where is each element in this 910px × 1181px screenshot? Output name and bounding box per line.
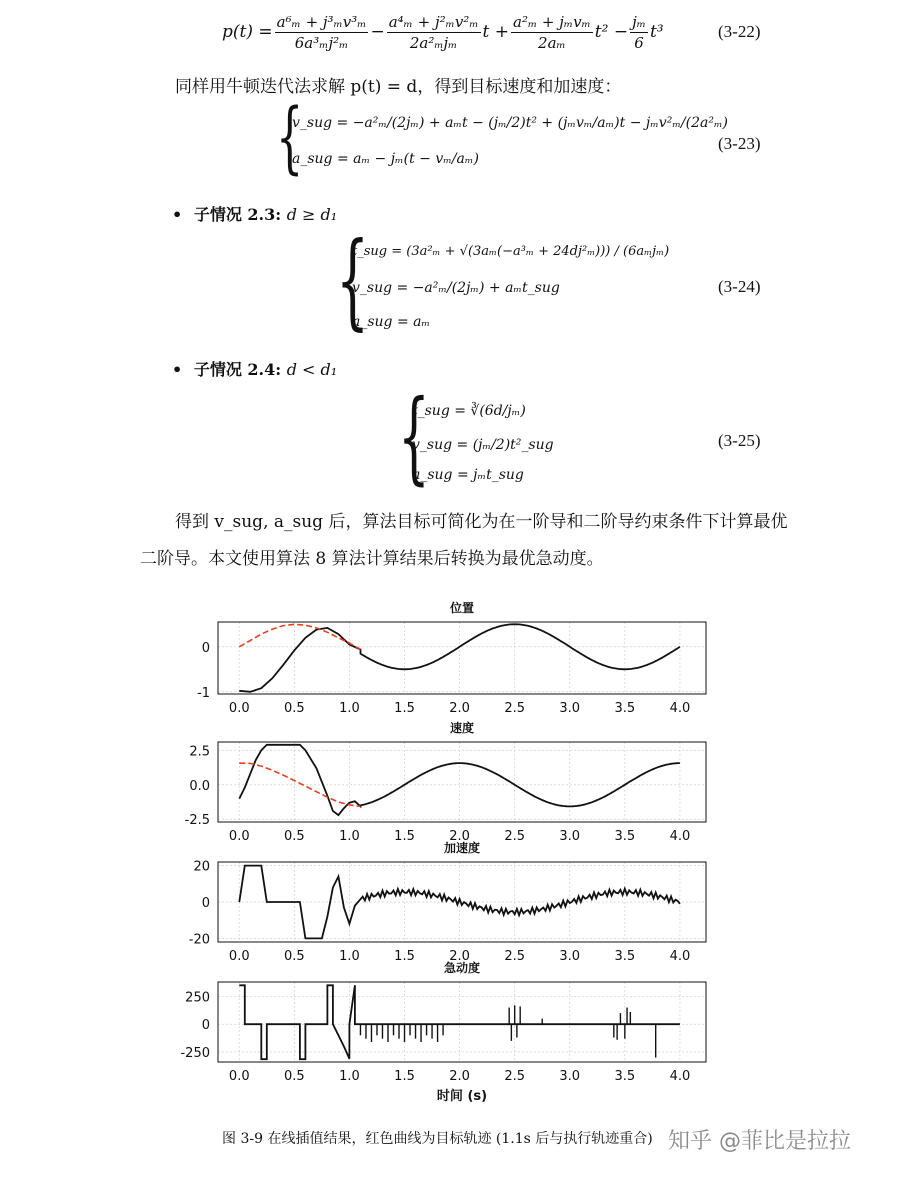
- x-tick-label: 2.0: [449, 829, 470, 844]
- x-tick-label: 1.0: [339, 701, 360, 716]
- bullet-icon: •: [172, 360, 183, 379]
- x-tick-label: 0.0: [228, 1069, 250, 1084]
- plot-frame: [218, 622, 706, 694]
- y-tick-label: 0: [201, 896, 210, 911]
- chart-title: 急动度: [443, 961, 481, 975]
- x-tick-label: 0.5: [284, 1069, 305, 1084]
- x-tick-label: 1.5: [394, 949, 415, 964]
- x-tick-label: 1.5: [394, 1069, 415, 1084]
- y-tick-label: 0.0: [189, 778, 210, 794]
- x-tick-label: 2.0: [449, 949, 470, 964]
- x-tick-label: 1.0: [339, 1069, 360, 1084]
- y-tick-label: 0: [201, 1018, 210, 1034]
- equation-3-25: [398, 378, 698, 495]
- case-bullet: • 子情况 2.4: d < d₁: [172, 360, 338, 379]
- system-line: a_sug = aₘ − jₘ(t − vₘ/aₘ): [292, 151, 479, 167]
- bullet-icon: •: [172, 205, 183, 224]
- x-tick-label: 2.0: [449, 1069, 470, 1084]
- left-brace: {: [398, 378, 430, 495]
- x-tick-label: 2.0: [449, 701, 470, 716]
- eq-operator: −: [370, 22, 385, 42]
- equation-3-22: p(t) = $\frac{\text{a⁶ₘ + j³ₘv³ₘ}}{\text{6a³ₘj²ₘ}}$ − $\frac{\text{a⁴ₘ + j²ₘv²ₘ}}{\text{2a²ₘjₘ}}$ t + $\frac{\text{a²ₘ + jₘvₘ}}{\text{2aₘ}}$ t² − $\frac{\text{jₘ}}{6}$ t³: [222, 12, 664, 52]
- left-brace: {: [336, 219, 370, 341]
- x-tick-label: 0.0: [228, 829, 250, 844]
- equation-number: (3-24): [718, 277, 761, 296]
- x-tick-label: 2.5: [504, 1069, 526, 1084]
- left-brace: {: [276, 93, 304, 183]
- x-tick-label: 1.5: [394, 829, 415, 844]
- x-tick-label: 0.5: [284, 949, 305, 964]
- x-tick-label: 0.0: [228, 949, 250, 964]
- y-tick-label: 2.5: [189, 744, 210, 760]
- equation-3-24: [336, 219, 716, 341]
- system-line: t_sug = ∛(6d/jₘ): [412, 403, 526, 419]
- eq-fraction: $\frac{\text{jₘ}}{6}$: [632, 12, 646, 52]
- x-tick-label: 4.0: [669, 701, 691, 716]
- x-tick-label: 4.0: [669, 829, 691, 844]
- x-axis-label: 时间 (s): [436, 1089, 488, 1104]
- plot-frame: [218, 742, 706, 822]
- x-tick-label: 3.5: [614, 701, 636, 716]
- eq-fraction: $\frac{\text{a²ₘ + jₘvₘ}}{\text{2aₘ}}$: [513, 12, 591, 52]
- x-tick-label: 2.5: [504, 701, 526, 716]
- y-tick-label: 0: [201, 640, 210, 656]
- equation-number: (3-22): [718, 22, 761, 41]
- y-tick-label: -250: [180, 1046, 210, 1061]
- y-tick-label: 250: [185, 990, 210, 1006]
- x-tick-label: 3.0: [559, 949, 581, 964]
- x-tick-label: 4.0: [669, 949, 691, 964]
- eq-fraction: $\frac{\text{a⁴ₘ + j²ₘv²ₘ}}{\text{2a²ₘjₘ}}$: [388, 12, 479, 52]
- x-tick-label: 1.5: [394, 701, 415, 716]
- y-tick-label: 20: [193, 859, 210, 875]
- x-tick-label: 1.0: [339, 829, 360, 844]
- watermark: 知乎 @菲比是拉拉: [668, 1129, 851, 1154]
- equation-number: (3-23): [718, 134, 761, 153]
- paragraph-line: 二阶导。本文使用算法 8 算法计算结果后转换为最优急动度。: [140, 549, 604, 569]
- x-tick-label: 3.0: [559, 829, 581, 844]
- equation-3-23: [276, 93, 728, 183]
- figure-caption: 图 3-9 在线插值结果，红色曲线为目标轨迹 (1.1s 后与执行轨迹重合): [222, 1131, 653, 1147]
- equation-number: (3-25): [718, 431, 761, 450]
- figure-3-9: [0, 590, 910, 1120]
- chart-title: 速度: [449, 721, 475, 735]
- case-bullet: • 子情况 2.3: d ≥ d₁: [172, 205, 338, 224]
- system-line: a_sug = aₘ: [352, 314, 431, 330]
- chart-title: 加速度: [443, 841, 481, 855]
- y-tick-label: -20: [188, 932, 210, 948]
- system-line: a_sug = jₘt_sug: [412, 467, 524, 483]
- system-line: v_sug = (jₘ/2)t²_sug: [412, 437, 554, 453]
- x-tick-label: 3.5: [614, 829, 636, 844]
- x-tick-label: 1.0: [339, 949, 360, 964]
- y-tick-label: -1: [197, 685, 210, 701]
- x-tick-label: 0.5: [284, 829, 305, 844]
- x-tick-label: 4.0: [669, 1069, 691, 1084]
- plot-frame: [218, 982, 706, 1062]
- y-tick-label: -2.5: [184, 813, 210, 829]
- x-tick-label: 2.5: [504, 829, 526, 844]
- system-line: v_sug = −a²ₘ/(2jₘ) + aₘt_sug: [352, 280, 560, 296]
- system-line: t_sug = (3a²ₘ + √(3aₘ(−a³ₘ + 24dj²ₘ))) / (6aₘjₘ): [352, 244, 670, 259]
- x-tick-label: 0.5: [284, 701, 305, 716]
- eq-lhs: p(t) =: [222, 22, 273, 42]
- paragraph-line: 得到 v_sug, a_sug 后，算法目标可简化为在一阶导和二阶导约束条件下计算最优: [175, 512, 788, 532]
- eq-fraction: $\frac{\text{a⁶ₘ + j³ₘv³ₘ}}{\text{6a³ₘj²ₘ}}$: [276, 12, 367, 52]
- x-tick-label: 2.5: [504, 949, 526, 964]
- x-tick-label: 3.5: [614, 1069, 636, 1084]
- intro-text: 同样用牛顿迭代法求解 p(t) = d，得到目标速度和加速度：: [175, 77, 622, 97]
- x-tick-label: 3.5: [614, 949, 636, 964]
- x-tick-label: 3.0: [559, 701, 581, 716]
- x-tick-label: 3.0: [559, 1069, 581, 1084]
- x-tick-label: 0.0: [228, 701, 250, 716]
- system-line: v_sug = −a²ₘ/(2jₘ) + aₘt − (jₘ/2)t² + (jₘvₘ/aₘ)t − jₘv²ₘ/(2a²ₘ): [292, 115, 728, 131]
- chart-title: 位置: [449, 601, 475, 615]
